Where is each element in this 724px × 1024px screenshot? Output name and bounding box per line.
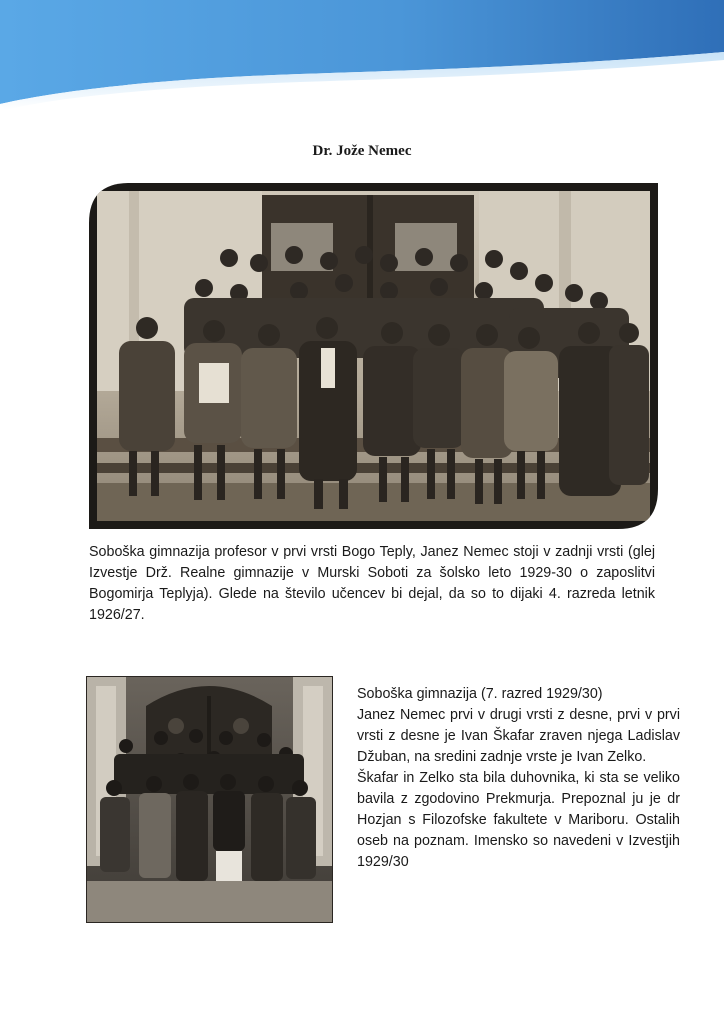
class-photo-group-seated-icon xyxy=(89,183,658,529)
header-band xyxy=(0,0,724,110)
photo1-caption: Soboška gimnazija profesor v prvi vrsti Bogo Teply, Janez Nemec stoji v zadnji vrsti (glej Izvestje Drž. Realne gimnazije v Murski Soboti za šolsko leto 1929-30 o zaposlitvi Bogomirja Teplyja). Glede na število učencev bi dejal, da so to dijaki 4. razreda letnik 1926/27. xyxy=(89,544,655,623)
page-title: Dr. Jože Nemec xyxy=(312,143,412,159)
class-photo-group-standing-icon xyxy=(86,676,333,923)
photo2-caption-title: Soboška gimnazija (7. razred 1929/30) xyxy=(357,686,603,702)
photo2-caption-paragraph-1: Janez Nemec prvi v drugi vrsti z desne, prvi v prvi vrsti z desne je Ivan Škafar zraven njega Ladislav Džuban, na sredini zadnje vrste je Ivan Zelko. xyxy=(357,707,680,765)
photo2-caption-paragraph-2: Škafar in Zelko sta bila duhovnika, ki sta se veliko bavila z zgodovino Prekmurja. Prepoznal ju je dr Hozjan s Filozofske fakultete v Mariboru. Ostalih oseb na poznam. Imensko so navedeni v Izvestjih 1929/30 xyxy=(357,770,680,870)
photo2-caption xyxy=(357,684,680,873)
